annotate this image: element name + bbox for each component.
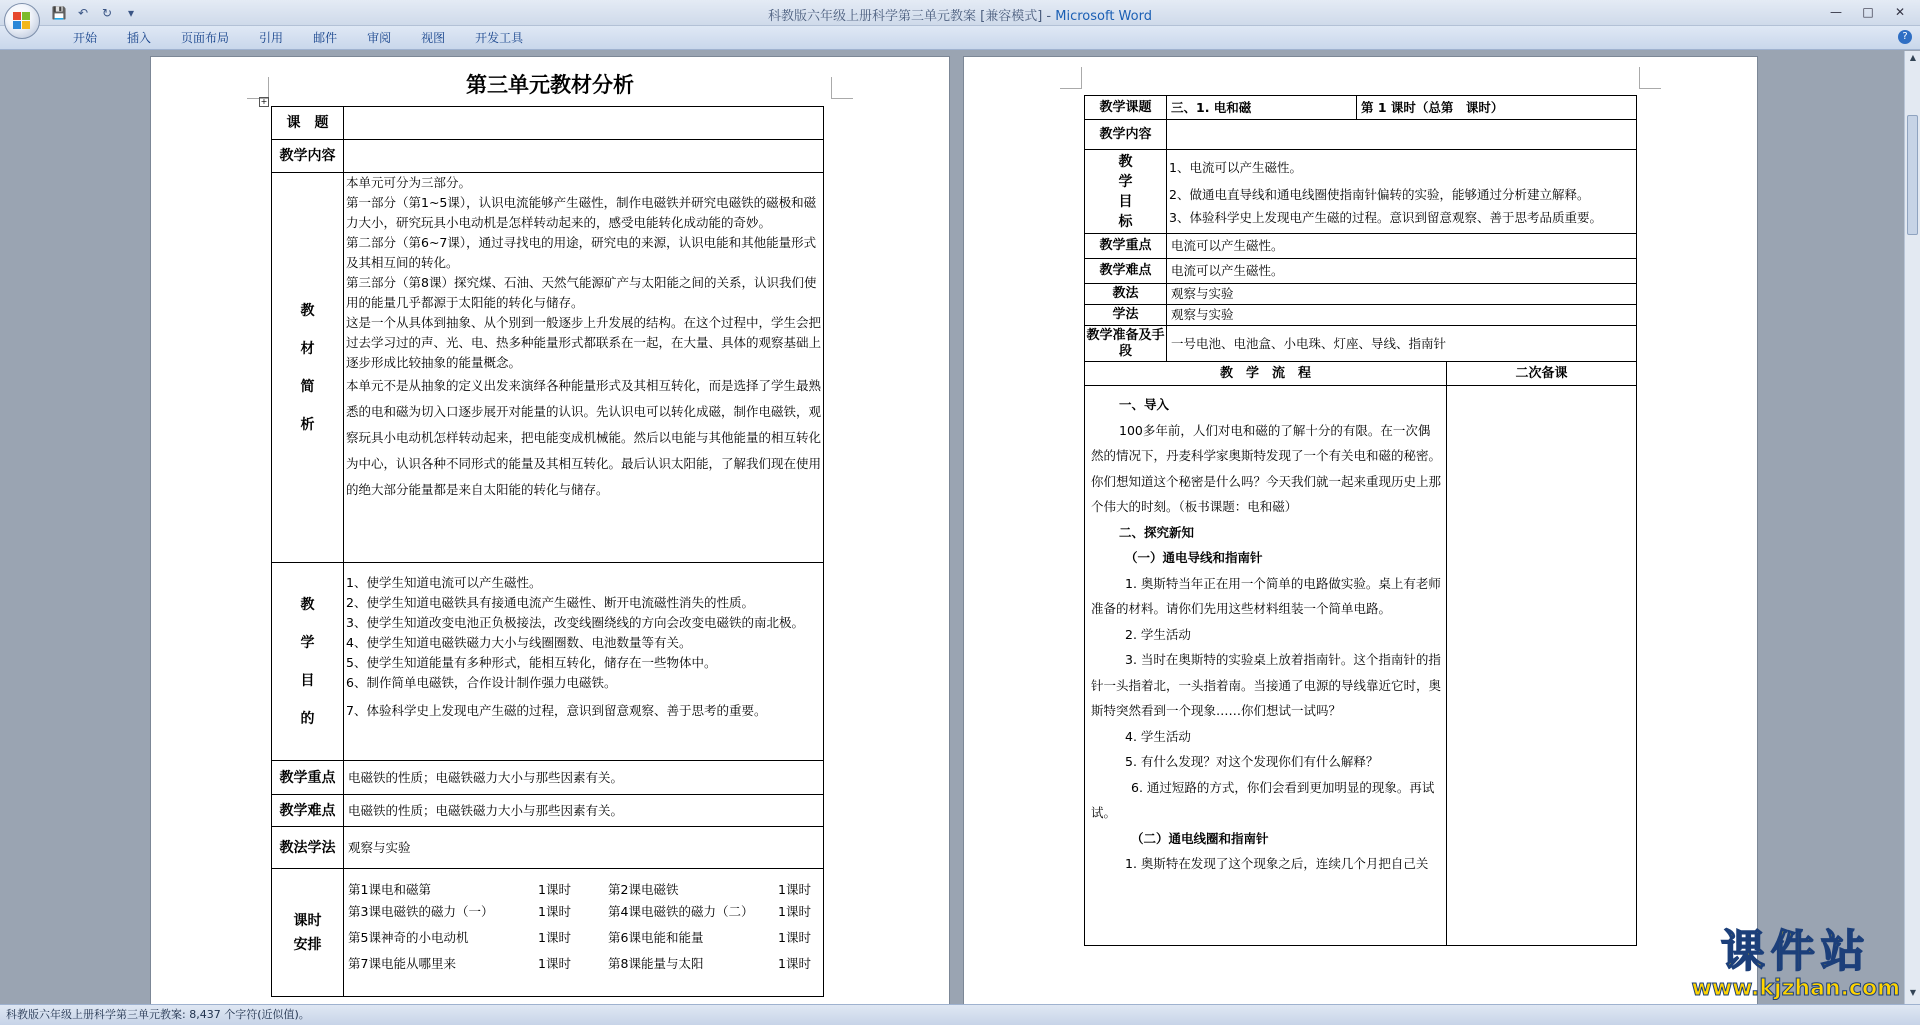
office-logo-icon — [13, 12, 31, 30]
xuefa-cell-right[interactable]: 观察与实验 — [1167, 305, 1637, 326]
flow-cell[interactable] — [1085, 386, 1447, 946]
tab-mailings[interactable]: 邮件 — [313, 31, 338, 45]
jiaofa-cell[interactable]: 观察与实验 — [344, 827, 824, 869]
ketii-cell[interactable]: 三、1. 电和磁 — [1167, 96, 1357, 120]
mubiao-cell[interactable] — [1167, 150, 1637, 234]
page-left — [150, 56, 950, 1004]
zhongdian-cell[interactable]: 电磁铁的性质；电磁铁磁力大小与那些因素有关。 — [344, 761, 824, 795]
margin-corner — [1060, 67, 1082, 89]
lesson-plan-table — [1084, 95, 1637, 946]
jiaofa-label-right: 教法 — [1085, 284, 1167, 305]
neirong-label: 教学内容 — [272, 140, 344, 173]
neirong-label-right: 教学内容 — [1085, 120, 1167, 150]
ribbon-tabs — [0, 26, 1920, 50]
flow-paragraph: 3. 当时在奥斯特的实验桌上放着指南针。这个指南针的指针一头指着北，一头指着南。当接通了电源的导线靠近它时，奥斯特突然看到一个现象……你们想试一试吗？ — [1091, 652, 1442, 718]
schedule-hours: 1课时 — [538, 904, 571, 919]
help-icon[interactable]: ? — [1898, 30, 1912, 44]
close-icon[interactable]: ✕ — [1894, 5, 1906, 19]
jiaofa-label: 教法学法 — [272, 827, 344, 869]
schedule-hours: 1课时 — [778, 904, 811, 919]
kjzhan-watermark — [1691, 927, 1900, 1001]
jiaocai-line: 本单元不是从抽象的定义出发来演绎各种能量形式及其相互转化，而是选择了学生最熟悉的电和磁为切入口逐步展开对能量的认识。先认识电可以转化成磁，制作电磁铁，观察玩具小电动机怎样转动起来，把电能变成机械能。然后以电能与其他能量的相互转化为中心，认识各种不同形式的能量及其相互转化。最后认识太阳能，了解我们现在使用的绝大部分能量都是来自太阳能的转化与储存。 — [346, 378, 822, 497]
schedule-lesson: 第7课电能从哪里来 — [348, 956, 456, 971]
keshi-cell[interactable]: 第 1 课时（总第 课时） — [1357, 96, 1637, 120]
nandian-label-right: 教学难点 — [1085, 259, 1167, 284]
schedule-hours: 1课时 — [538, 930, 571, 945]
mudi-line: 2、使学生知道电磁铁具有接通电流产生磁性、断开电流磁性消失的性质。 — [346, 595, 754, 610]
scrollbar-thumb[interactable] — [1907, 115, 1918, 235]
scroll-up-icon[interactable]: ▲ — [1909, 53, 1917, 62]
zhongdian-label: 教学重点 — [272, 761, 344, 795]
schedule-lesson: 第6课电能和能量 — [608, 930, 704, 945]
tab-review[interactable]: 审阅 — [367, 31, 392, 45]
title-bar — [0, 0, 1920, 26]
schedule-lesson: 第3课电磁铁的磁力（一） — [348, 904, 494, 919]
flow-heading: 二、探究新知 — [1119, 524, 1195, 540]
zhunbei-label: 教学准备及手段 — [1085, 326, 1167, 362]
schedule-lesson: 第4课电磁铁的磁力（二） — [608, 904, 754, 919]
jiaocai-line: 第一部分（第1~5课），认识电流能够产生磁性，制作电磁铁并研究电磁铁的磁极和磁力大小，研究玩具小电动机是怎样转动起来的，感受电能转化成动能的奇妙。 — [346, 195, 817, 230]
neirong-cell[interactable] — [344, 140, 824, 173]
schedule-row — [344, 901, 823, 923]
page-title: 第三单元教材分析 — [466, 72, 634, 97]
save-icon[interactable]: 💾 — [51, 6, 67, 20]
schedule-row — [344, 953, 823, 975]
schedule-lesson: 第1课电和磁第 — [348, 882, 431, 897]
redo-icon[interactable]: ↻ — [101, 6, 113, 20]
schedule-hours: 1课时 — [778, 956, 811, 971]
zhongdian-cell-right[interactable]: 电流可以产生磁性。 — [1167, 234, 1637, 259]
mudi-line: 5、使学生知道能量有多种形式，能相互转化，储存在一些物体中。 — [346, 655, 717, 670]
neirong-cell-right[interactable] — [1167, 120, 1637, 150]
flow-paragraph: 100多年前，人们对电和磁的了解十分的有限。在一次偶然的情况下，丹麦科学家奥斯特发现了一个有关电和磁的秘密。你们想知道这个秘密是什么吗？今天我们就一起来重现历史上那个伟大的时刻。（板书课题：电和磁） — [1091, 422, 1442, 514]
jiaocai-line: 本单元可分为三部分。 — [346, 175, 472, 190]
table-move-handle-icon[interactable]: + — [260, 97, 268, 106]
page-right — [963, 56, 1758, 1004]
margin-corner — [1639, 67, 1661, 89]
mudi-label: 教学目的 — [272, 563, 344, 761]
schedule-row — [344, 927, 823, 949]
flow-paragraph: 1. 奥斯特当年正在用一个简单的电路做实验。桌上有老师准备的材料。请你们先用这些材料组装一个简单电路。 — [1091, 575, 1441, 616]
zhunbei-cell[interactable]: 一号电池、电池盒、小电珠、灯座、导线、指南针 — [1167, 326, 1637, 362]
keti-label: 课 题 — [272, 107, 344, 140]
flow-paragraph: 6. 通过短路的方式，你们会看到更加明显的现象。再试试。 — [1091, 779, 1435, 820]
scroll-down-icon[interactable]: ▼ — [1909, 988, 1917, 997]
keshi-label: 课时安排 — [272, 869, 344, 997]
tab-page-layout[interactable]: 页面布局 — [181, 31, 230, 45]
tab-home[interactable]: 开始 — [73, 31, 98, 45]
flow-heading: 一、导入 — [1119, 397, 1170, 412]
xuefa-label-right: 学法 — [1085, 305, 1167, 326]
jiaocai-line: 第三部分（第8课）探究煤、石油、天然气能源矿产与太阳能之间的关系，认识我们使用的能量几乎都源于太阳能的转化与储存。 — [346, 275, 817, 310]
mudi-line: 7、体验科学史上发现电产生磁的过程，意识到留意观察、善于思考的重要。 — [346, 703, 767, 718]
unit-analysis-table — [271, 106, 824, 997]
jiaocai-label: 教材简析 — [272, 173, 344, 563]
liucheng-header: 教 学 流 程 — [1085, 362, 1447, 386]
schedule-hours: 1课时 — [538, 882, 571, 897]
tab-view[interactable]: 视图 — [421, 31, 446, 45]
schedule-row — [344, 879, 823, 901]
mudi-cell[interactable] — [344, 563, 824, 761]
customize-qat-icon[interactable]: ▾ — [127, 6, 135, 20]
schedule-hours: 1课时 — [778, 930, 811, 945]
jiaocai-cell[interactable] — [344, 173, 824, 563]
mudi-line: 6、制作简单电磁铁，合作设计制作强力电磁铁。 — [346, 675, 617, 690]
nandian-cell[interactable]: 电磁铁的性质；电磁铁磁力大小与那些因素有关。 — [344, 795, 824, 827]
window-controls — [1822, 2, 1914, 22]
schedule-cell[interactable] — [344, 869, 824, 997]
jiaocai-line: 第二部分（第6~7课），通过寻找电的用途，研究电的来源，认识电能和其他能量形式及其相互间的转化。 — [346, 235, 817, 270]
nandian-cell-right[interactable]: 电流可以产生磁性。 — [1167, 259, 1637, 284]
mubiao-line: 2、做通电直导线和通电线圈使指南针偏转的实验，能够通过分析建立解释。 — [1169, 187, 1590, 202]
undo-icon[interactable]: ↶ — [77, 6, 89, 20]
mudi-line: 1、使学生知道电流可以产生磁性。 — [346, 575, 542, 590]
watermark-url: www.kjzhan.com — [1691, 976, 1900, 1001]
schedule-hours: 1课时 — [778, 882, 811, 897]
watermark-title: 课件站 — [1720, 926, 1871, 977]
status-bar — [0, 1004, 1920, 1025]
schedule-lesson: 第5课神奇的小电动机 — [348, 930, 469, 945]
app-name: Microsoft Word — [1055, 9, 1152, 24]
keti-cell[interactable] — [344, 107, 824, 140]
flow-paragraph: 1. 奥斯特在发现了这个现象之后，连续几个月把自己关 — [1125, 856, 1429, 871]
jiaofa-cell-right[interactable]: 观察与实验 — [1167, 284, 1637, 305]
tab-developer[interactable]: 开发工具 — [475, 31, 524, 45]
document-workspace[interactable] — [0, 51, 1904, 1004]
flow-paragraph: 4. 学生活动 — [1125, 728, 1191, 744]
flow-paragraph: 5. 有什么发现？对这个发现你们有什么解释？ — [1125, 754, 1379, 769]
nandian-label: 教学难点 — [272, 795, 344, 827]
mudi-line: 3、使学生知道改变电池正负极接法，改变线圈绕线的方向会改变电磁铁的南北极。 — [346, 615, 804, 630]
vertical-scrollbar[interactable] — [1904, 51, 1920, 1004]
tab-references[interactable]: 引用 — [259, 31, 284, 45]
document-title: 科教版六年级上册科学第三单元教案 [兼容模式] - — [768, 9, 1056, 24]
window-title — [0, 5, 1920, 24]
flow-paragraph: 2. 学生活动 — [1125, 626, 1191, 642]
mubiao-line: 1、电流可以产生磁性。 — [1169, 160, 1302, 175]
erci-header: 二次备课 — [1447, 362, 1637, 386]
flow-subheading: （一）通电导线和指南针 — [1125, 550, 1263, 565]
ketii-label: 教学课题 — [1085, 96, 1167, 120]
mubiao-label: 教学目标 — [1085, 150, 1167, 234]
minimize-icon[interactable]: — — [1830, 5, 1842, 19]
maximize-icon[interactable]: □ — [1862, 5, 1874, 19]
tab-insert[interactable]: 插入 — [127, 31, 152, 45]
office-button[interactable] — [4, 3, 40, 39]
schedule-hours: 1课时 — [538, 956, 571, 971]
mudi-line: 4、使学生知道电磁铁磁力大小与线圈圈数、电池数量等有关。 — [346, 635, 692, 650]
schedule-lesson: 第8课能量与太阳 — [608, 956, 704, 971]
zhongdian-label-right: 教学重点 — [1085, 234, 1167, 259]
schedule-lesson: 第2课电磁铁 — [608, 882, 679, 897]
flow-subheading: （二）通电线圈和指南针 — [1131, 830, 1269, 846]
mubiao-line: 3、体验科学史上发现电产生磁的过程。意识到留意观察、善于思考品质重要。 — [1169, 210, 1602, 225]
jiaocai-line: 这是一个从具体到抽象、从个别到一般逐步上升发展的结构。在这个过程中，学生会把过去学习过的声、光、电、热多种能量形式都联系在一起，在大量、具体的观察基础上逐步形成比较抽象的能量概念。 — [346, 315, 822, 370]
status-text: 科教版六年级上册科学第三单元教案: 8,437 个字符(近似值)。 — [6, 1008, 310, 1021]
erci-cell[interactable] — [1447, 386, 1637, 946]
